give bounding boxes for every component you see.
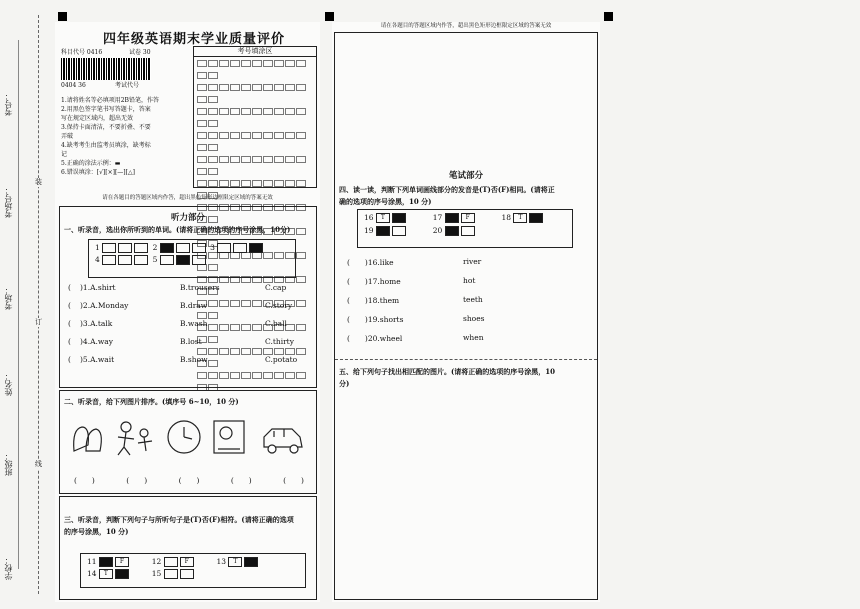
number-bubble[interactable]	[263, 84, 273, 91]
middle-box	[334, 32, 598, 600]
number-bubble[interactable]	[197, 132, 207, 139]
number-bubble[interactable]	[263, 132, 273, 139]
sec2-box	[59, 390, 317, 494]
q-c: C.ball	[265, 319, 287, 328]
q-c: C.cap	[265, 283, 287, 292]
note-line: 写在规定区域内，超出无效	[61, 115, 134, 122]
number-bubble[interactable]	[241, 108, 251, 115]
number-bubble[interactable]	[252, 156, 262, 163]
written-title: 笔试部分	[448, 171, 483, 181]
number-bubble[interactable]	[219, 60, 229, 67]
tf-bubble[interactable]	[164, 569, 178, 579]
number-bubble[interactable]	[208, 168, 218, 175]
alignment-marker	[325, 12, 334, 21]
picture-strip	[68, 415, 308, 459]
question-row	[80, 283, 116, 292]
listening-title: 听力部分	[170, 213, 205, 223]
note-line: 1.请将姓名等必填项用2B铅笔，作答	[61, 97, 159, 104]
tf-bubble[interactable]	[529, 213, 543, 223]
sec3-head-1: 三、听录音，判断下列句子与所听句子是(T)否(F)相符。(请将正确的选项	[64, 515, 294, 524]
q-a: )4.A.way	[80, 337, 114, 346]
q-b: B.draw	[180, 301, 208, 310]
note-line: 记	[61, 151, 68, 158]
number-bubble[interactable]	[219, 108, 229, 115]
qnum: 1	[95, 243, 100, 252]
word-compare: teeth	[463, 295, 483, 304]
word-compare: hot	[463, 276, 476, 285]
barcode-label: 考试代号	[115, 82, 140, 89]
number-bubble[interactable]	[296, 84, 306, 91]
number-bubble[interactable]	[296, 156, 306, 163]
number-bubble[interactable]	[285, 180, 295, 187]
word-compare: river	[463, 257, 482, 266]
number-bubble[interactable]	[197, 120, 207, 127]
option-bubble[interactable]	[102, 255, 116, 265]
tf-row	[87, 557, 305, 567]
number-bubble[interactable]	[241, 84, 251, 91]
q-b: B.lost	[180, 337, 202, 346]
sec3-bubbles	[80, 553, 306, 588]
q-a: )1.A.shirt	[80, 283, 116, 292]
word-compare: when	[463, 333, 484, 342]
tf-bubble[interactable]	[392, 226, 406, 236]
answer-paren[interactable]: (	[68, 283, 71, 292]
number-bubble[interactable]	[252, 132, 262, 139]
bubble-row	[95, 243, 295, 253]
note-line: 2.用黑色签字笔书写答题卡，答案	[61, 106, 151, 113]
note-line: 弄破	[61, 133, 74, 140]
number-bubble[interactable]	[197, 72, 207, 79]
order-blank[interactable]: ( )	[178, 476, 200, 485]
clock-icon	[168, 421, 200, 453]
number-bubble[interactable]	[219, 180, 229, 187]
qnum: 17	[432, 213, 443, 222]
tf-row	[87, 569, 305, 579]
barcode-number: 0404 36	[61, 82, 86, 89]
margin-label-class: 班级：	[4, 452, 13, 476]
word-question: ( )19.shorts	[347, 315, 404, 324]
meta-paper: 试卷 30	[129, 49, 151, 56]
cut-mark-3: 线	[35, 460, 42, 468]
qnum: 3	[210, 243, 215, 252]
tf-bubble[interactable]: T	[513, 213, 527, 223]
number-bubble[interactable]	[285, 84, 295, 91]
order-blank[interactable]: ( )	[74, 476, 95, 485]
number-bubble[interactable]	[208, 144, 218, 151]
exam-title: 四年级英语期末学业质量评价	[103, 32, 286, 47]
number-bubble[interactable]	[219, 84, 229, 91]
car-icon	[264, 429, 302, 453]
number-bubble[interactable]	[252, 84, 262, 91]
q-c: C.thirty	[265, 337, 294, 346]
number-bubble[interactable]	[230, 156, 240, 163]
sec4-head-2: 确的选项的序号涂黑，10 分)	[339, 197, 432, 206]
tf-bubble[interactable]	[244, 557, 258, 567]
tf-bubble[interactable]: T	[376, 213, 390, 223]
number-bubble[interactable]	[230, 84, 240, 91]
number-bubble[interactable]	[285, 156, 295, 163]
margin-label-school: 学校：	[4, 556, 13, 580]
sec3-box	[59, 496, 317, 600]
sec5-head-2: 分)	[339, 379, 350, 388]
sec4-head-1: 四、读一读，判断下列单词画线部分的发音是(T)否(F)相同。(请将正	[339, 185, 555, 194]
cut-mark-1: 装	[35, 178, 42, 186]
barcode	[61, 58, 151, 80]
answer-paren[interactable]: (	[68, 319, 71, 328]
order-blank[interactable]: ( )	[230, 476, 252, 485]
tf-bubble[interactable]	[392, 213, 406, 223]
number-bubble[interactable]	[296, 60, 306, 67]
order-blank[interactable]: ( )	[283, 476, 304, 485]
number-bubble[interactable]	[241, 156, 251, 163]
answer-paren[interactable]: (	[68, 337, 71, 346]
number-bubble[interactable]	[197, 60, 207, 67]
number-bubble[interactable]	[208, 96, 218, 103]
option-bubble[interactable]	[192, 243, 206, 253]
cut-mark-2: 订	[35, 318, 42, 326]
number-bubble[interactable]	[274, 60, 284, 67]
tf-row	[364, 213, 572, 223]
number-bubble[interactable]	[208, 156, 218, 163]
qnum: 13	[216, 557, 226, 566]
number-bubble[interactable]	[263, 156, 273, 163]
number-bubble[interactable]	[230, 180, 240, 187]
qnum: 12	[151, 557, 162, 566]
qnum: 15	[151, 569, 162, 578]
number-bubble[interactable]	[252, 60, 262, 67]
answer-paren[interactable]: (	[68, 301, 71, 310]
qnum: 5	[152, 255, 158, 264]
tf-row	[364, 226, 572, 236]
bubble-row	[95, 255, 295, 265]
option-bubble[interactable]	[249, 243, 263, 253]
note-line: 6.错误填涂：[√][×][—][△]	[61, 169, 135, 176]
option-bubble[interactable]	[192, 255, 206, 265]
cut-line	[38, 15, 39, 594]
sec5-head-1: 五、给下列句子找出相匹配的图片。(请将正确的选项的序号涂黑，10	[339, 367, 556, 376]
sec1-bubbles	[88, 239, 296, 278]
tf-bubble[interactable]	[445, 213, 459, 223]
number-bubble[interactable]	[230, 60, 240, 67]
word-compare: shoes	[463, 314, 485, 323]
number-bubble[interactable]	[274, 84, 284, 91]
notice-bar: 请在各题目的答题区域内作答，超出黑色矩形边框限定区域的答案无效	[102, 195, 273, 201]
word-question: ( )16.like	[347, 258, 394, 267]
number-bubble[interactable]	[263, 180, 273, 187]
sec2-answers	[74, 475, 304, 486]
number-bubble[interactable]	[208, 132, 218, 139]
answer-paren[interactable]: (	[68, 355, 71, 364]
tf-bubble[interactable]	[376, 226, 390, 236]
number-bubble[interactable]	[208, 108, 218, 115]
number-bubble[interactable]	[197, 84, 207, 91]
number-bubble[interactable]	[296, 132, 306, 139]
left-column	[55, 22, 320, 602]
sec4-bubbles	[357, 209, 573, 248]
margin-label-room: 考场：	[4, 286, 13, 310]
margin-rule	[18, 40, 19, 569]
note-line: 5.正确的涂法示例：▬	[61, 160, 121, 167]
number-bubble[interactable]	[296, 108, 306, 115]
qnum: 4	[95, 255, 100, 264]
q-a: )3.A.talk	[80, 319, 113, 328]
number-bubble[interactable]	[197, 108, 207, 115]
number-bubble[interactable]	[219, 132, 229, 139]
mittens-icon	[74, 427, 102, 451]
option-bubble[interactable]	[176, 243, 190, 253]
margin-label-examno: 考号：	[4, 92, 13, 116]
tf-bubble[interactable]: T	[228, 557, 242, 567]
qnum: 19	[364, 226, 374, 235]
number-bubble[interactable]	[197, 144, 207, 151]
option-bubble[interactable]	[102, 243, 116, 253]
tf-bubble[interactable]	[445, 226, 459, 236]
order-blank[interactable]: ( )	[126, 476, 148, 485]
number-bubble[interactable]	[230, 132, 240, 139]
sec3-head-2: 的序号涂黑，10 分)	[64, 527, 129, 536]
number-bubble[interactable]	[241, 180, 251, 187]
number-bubble[interactable]	[285, 132, 295, 139]
alignment-marker	[58, 12, 67, 21]
number-bubble[interactable]	[285, 108, 295, 115]
margin-label-roomno: 考场号：	[4, 186, 13, 218]
children-playing-icon	[118, 422, 152, 455]
washing-icon	[214, 421, 244, 453]
tf-bubble[interactable]: F	[461, 213, 475, 223]
tf-bubble[interactable]	[99, 557, 113, 567]
number-bubble[interactable]	[252, 180, 262, 187]
note-line: 4.缺考考生由监考员填涂，缺考标	[61, 142, 151, 149]
tf-bubble[interactable]	[461, 226, 475, 236]
sec2-pictures	[68, 415, 308, 459]
tf-bubble[interactable]	[115, 569, 129, 579]
number-bubble[interactable]	[208, 120, 218, 127]
option-bubble[interactable]	[134, 255, 148, 265]
q-b: B.show	[180, 355, 208, 364]
number-bubble[interactable]	[219, 156, 229, 163]
number-bubble[interactable]	[208, 180, 218, 187]
qnum: 2	[152, 243, 158, 252]
instructions	[61, 96, 187, 177]
q-c: C.potato	[265, 355, 298, 364]
option-bubble[interactable]	[233, 243, 247, 253]
tf-bubble[interactable]: F	[115, 557, 129, 567]
option-bubble[interactable]	[134, 243, 148, 253]
option-bubble[interactable]	[217, 243, 231, 253]
q-b: B.trousers	[180, 283, 220, 292]
note-line: 3.保持卡面清洁，不要折叠、不要	[61, 124, 151, 131]
binding-margin	[0, 0, 50, 609]
number-bubble[interactable]	[274, 132, 284, 139]
option-bubble[interactable]	[160, 243, 174, 253]
tf-bubble[interactable]	[180, 569, 194, 579]
q-a: )2.A.Monday	[80, 301, 129, 310]
listening-section	[59, 206, 317, 388]
q-c: C.story	[265, 301, 293, 310]
number-bubble[interactable]	[197, 180, 207, 187]
middle-column	[332, 22, 600, 602]
number-bubble[interactable]	[274, 156, 284, 163]
number-bubble[interactable]	[208, 84, 218, 91]
q-b: B.wash	[180, 319, 208, 328]
number-bubble[interactable]	[285, 60, 295, 67]
number-bubble[interactable]	[263, 108, 273, 115]
option-bubble[interactable]	[118, 255, 132, 265]
option-bubble[interactable]	[176, 255, 190, 265]
option-bubble[interactable]	[160, 255, 174, 265]
tf-bubble[interactable]	[164, 557, 178, 567]
number-bubble[interactable]	[274, 180, 284, 187]
exam-number-grid	[193, 46, 317, 188]
word-question: ( )17.home	[347, 277, 401, 286]
qnum: 14	[87, 569, 97, 578]
tf-bubble[interactable]: F	[180, 557, 194, 567]
notice-bar: 请在各题目的答题区域内作答，超出黑色矩形边框限定区域的答案无效	[380, 23, 552, 29]
margin-label-name: 姓名：	[4, 372, 13, 396]
grid-title: 考号填涂区	[194, 47, 316, 57]
number-bubble[interactable]	[252, 108, 262, 115]
word-question: ( )18.them	[347, 296, 400, 305]
word-question: ( )20.wheel	[347, 334, 403, 343]
q-a: )5.A.wait	[80, 355, 115, 364]
number-bubble[interactable]	[241, 132, 251, 139]
number-bubble[interactable]	[197, 168, 207, 175]
number-bubble[interactable]	[208, 72, 218, 79]
alignment-marker	[604, 12, 613, 21]
number-bubble[interactable]	[197, 96, 207, 103]
qnum: 20	[432, 226, 443, 235]
number-bubble[interactable]	[296, 180, 306, 187]
qnum: 18	[501, 213, 511, 222]
tf-bubble[interactable]: T	[99, 569, 113, 579]
number-bubble[interactable]	[241, 60, 251, 67]
qnum: 16	[364, 213, 374, 222]
section-divider	[335, 359, 597, 360]
sec1-head: 一、听录音，选出你所听到的单词。(请将正确的选项的序号涂黑，10分)	[64, 225, 291, 234]
number-bubble[interactable]	[263, 60, 273, 67]
number-bubble[interactable]	[274, 108, 284, 115]
number-bubble[interactable]	[230, 108, 240, 115]
option-bubble[interactable]	[118, 243, 132, 253]
number-bubble[interactable]	[197, 156, 207, 163]
meta-subject: 科目代号 0416	[61, 49, 103, 56]
sec2-head: 二、听录音，给下列图片排序。(填序号 6~10，10 分)	[64, 397, 239, 406]
qnum: 11	[87, 557, 97, 566]
number-bubble[interactable]	[208, 60, 218, 67]
